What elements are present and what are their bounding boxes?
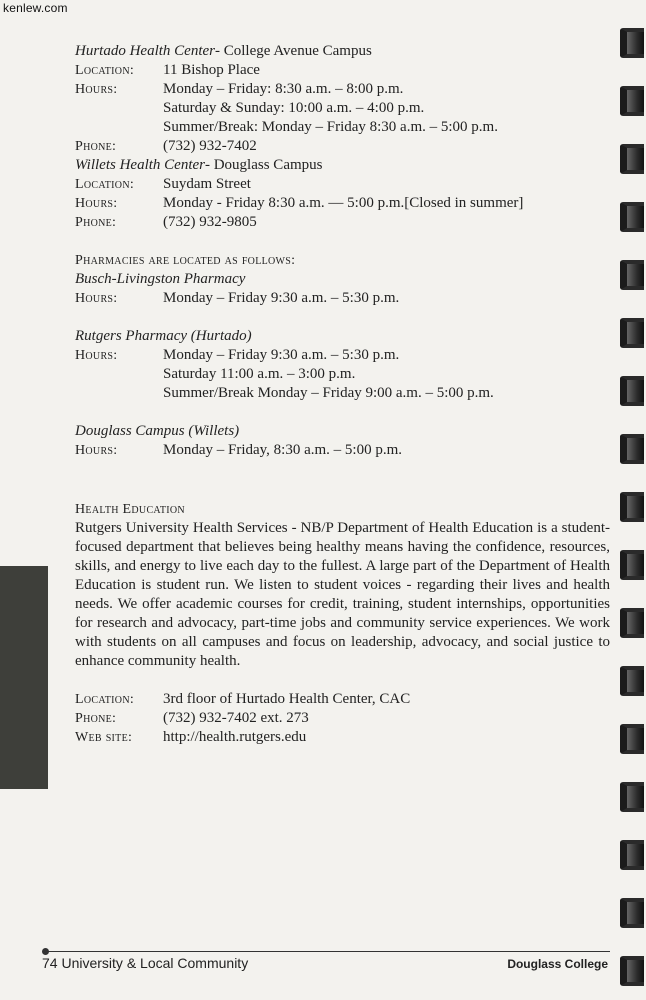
he-website-row (75, 728, 610, 747)
willets-hours-row (75, 194, 610, 213)
rutgers-pharmacy-section (75, 327, 610, 403)
footer-section: University & Local Community (61, 955, 249, 971)
pharmacies-section (75, 251, 610, 308)
willets-name: Willets Health Center (75, 157, 205, 173)
footer-rule (46, 951, 610, 952)
page-number: 74 (42, 955, 58, 971)
hurtado-campus: - College Avenue Campus (215, 43, 372, 59)
hurtado-title (75, 42, 610, 61)
rutgers-hours-row-3 (75, 384, 610, 403)
willets-phone-row (75, 213, 610, 232)
hurtado-section (75, 42, 610, 156)
rutgers-hours-row (75, 346, 610, 365)
hurtado-location-row (75, 61, 610, 80)
hours-label: Hours: (75, 348, 118, 363)
rutgers-hours-row-2 (75, 365, 610, 384)
location-label: Location: (75, 177, 135, 192)
willets-hours: Monday - Friday 8:30 a.m. — 5:00 p.m.[Closed in summer] (163, 195, 524, 211)
phone-label: Phone: (75, 711, 117, 726)
health-education-contact (75, 690, 610, 747)
phone-label: Phone: (75, 139, 117, 154)
douglass-hours: Monday – Friday, 8:30 a.m. – 5:00 p.m. (163, 442, 403, 458)
busch-pharmacy-name: Busch-Livingston Pharmacy (75, 271, 246, 287)
hurtado-phone-row (75, 137, 610, 156)
health-education-heading: Health Education (75, 502, 185, 517)
he-website-link[interactable]: http://health.rutgers.edu (163, 729, 307, 745)
hours-label: Hours: (75, 82, 118, 97)
health-education-body: Rutgers University Health Services - NB/P Department of Health Education is a student-focused department that believes being healthy means having the confidence, resources, skills, and energy to live each day to the fullest. A large part of the Department of Health Education is student run. We listen to student voices - regarding their lives and health needs. We offer academic courses for credit, training, student internships, opportunities for research and advocacy, part-time jobs and community service experiences. We work with students on all campuses and focus on leadership, advocacy, and social justice to enhance community health. (75, 520, 610, 669)
section-tab (0, 566, 48, 789)
he-location-row (75, 690, 610, 709)
hours-label: Hours: (75, 196, 118, 211)
rutgers-hours-2: Saturday 11:00 a.m. – 3:00 p.m. (163, 366, 356, 382)
douglass-pharmacy-section (75, 422, 610, 460)
hurtado-phone: (732) 932-7402 (163, 138, 257, 154)
health-education-section (75, 500, 610, 671)
pharmacies-heading: Pharmacies are located as follows: (75, 253, 296, 268)
willets-location: Suydam Street (163, 176, 251, 192)
hours-label: Hours: (75, 291, 118, 306)
hurtado-hours-row-3 (75, 118, 610, 137)
willets-section (75, 156, 610, 232)
he-phone: (732) 932-7402 ext. 273 (163, 710, 309, 726)
rutgers-hours-1: Monday – Friday 9:30 a.m. – 5:30 p.m. (163, 347, 400, 363)
rutgers-hours-3: Summer/Break Monday – Friday 9:00 a.m. – 5:00 p.m. (163, 385, 494, 401)
location-label: Location: (75, 692, 135, 707)
hurtado-hours-1: Monday – Friday: 8:30 a.m. – 8:00 p.m. (163, 81, 404, 97)
he-phone-row (75, 709, 610, 728)
watermark: kenlew.com (3, 1, 68, 15)
busch-hours: Monday – Friday 9:30 a.m. – 5:30 p.m. (163, 290, 400, 306)
willets-campus: - Douglass Campus (204, 157, 323, 173)
he-location: 3rd floor of Hurtado Health Center, CAC (163, 691, 411, 707)
spiral-binding (616, 28, 646, 988)
hurtado-hours-row (75, 80, 610, 99)
rutgers-pharmacy-name: Rutgers Pharmacy (Hurtado) (75, 328, 252, 344)
hurtado-name: Hurtado Health Center (75, 43, 215, 59)
website-label: Web site: (75, 730, 133, 745)
footer-page-info (42, 955, 248, 971)
page-content (75, 42, 610, 747)
busch-hours-row (75, 289, 610, 308)
hurtado-hours-2: Saturday & Sunday: 10:00 a.m. – 4:00 p.m. (163, 100, 425, 116)
willets-location-row (75, 175, 610, 194)
douglass-pharmacy-name: Douglass Campus (Willets) (75, 423, 240, 439)
hurtado-hours-3: Summer/Break: Monday – Friday 8:30 a.m. – 5:00 p.m. (163, 119, 498, 135)
hurtado-location: 11 Bishop Place (163, 62, 260, 78)
douglass-hours-row (75, 441, 610, 460)
willets-phone: (732) 932-9805 (163, 214, 257, 230)
phone-label: Phone: (75, 215, 117, 230)
location-label: Location: (75, 63, 135, 78)
hours-label: Hours: (75, 443, 118, 458)
hurtado-hours-row-2 (75, 99, 610, 118)
willets-title (75, 156, 610, 175)
footer-publication: Douglass College (507, 957, 608, 971)
